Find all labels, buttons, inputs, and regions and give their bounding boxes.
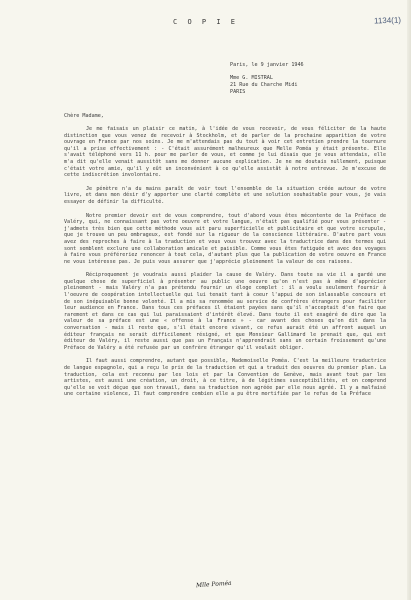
body-paragraph: Je me faisais un plaisir ce matin, à l'idée de vous recevoir, de vous féliciter de la haute distinction que vous venez de recevoir à Stockholm, et de parler de la prochaine apparition de votre ouvrage en France par nos soins. Je me m'attendais pas du tout à voir cet entretien prendre la tournure qu'il a prise effectivement : - C'était assurément malheureux que Melle Poméa y était présente. Elle s'avait téléphoné vers 11 h. pour me parler de vous, et comme je lui disais que je vous attendais, elle m'a dit qu'elle venait aussitôt sans me donner aucune explication. Je ne me doutais nullement, puisque c'était votre amie, qu'il y eût un inconvénient à ce qu'elle assistât à notre entrevue. Je m'excuse de cette indiscrétion involontaire. xyxy=(64,126,386,179)
place-and-date: Paris, le 9 janvier 1946 xyxy=(230,62,304,68)
archive-reference-stamp: 1134(1) xyxy=(373,15,402,26)
salutation: Chère Madame, xyxy=(64,113,104,119)
letter-body xyxy=(64,126,386,405)
body-paragraph: Il faut aussi comprendre, autant que possible, Mademoiselle Poméa. C'est la meilleure traductrice de langue espagnole, qui a reçu le prix de la traduction et qui a traduit des oeuvres du premier plan. La traduction, cela est reconnu par les lois et par la Convention de Genève, mais avant tout par les artistes, est aussi une création, un droit, à ce titre, à de légitimes susceptibilités, et on comprend qu'elle se voit déçue que son travail, dans sa traduction non agréée par elle nous agréé. Il y a malfaisé une certaine violence, Il faut comprendre combien elle a pu être mortifiée par le refus de la Préface xyxy=(64,358,386,398)
body-paragraph: Notre premier devoir est de vous comprendre, tout d'abord vous êtes mécontente de la Préface de Valéry, qui, ne connaissant pas votre oeuvre et votre langue, n'était pas qualifié pour vous présenter - j'admets très bien que cette méthode vous ait paru superficielle et publicitaire et que votre scrupule, que je trouve un peu ombrageux, est fondé sur la rigueur de la conscience littéraire. D'autre part vous avez des reproches à faire à la traduction et vous vous trouvez avec la traductrice dans des termes qui sont semblent exclure une collaboration amicale et paisible. Comme vous êtes fatiguée et avec des voyages à faire vous préféreriez renoncer à tout cela, d'autant plus que la publication de votre oeuvre en France ne vous intéresse pas. Je puis vous assurer que j'apprécie pleinement la valeur de ces raisons. xyxy=(64,212,386,265)
paper-edge-shadow xyxy=(407,0,411,600)
recipient-address: 21 Rue du Charche Midi xyxy=(230,82,298,88)
recipient-city: PARIS xyxy=(230,89,246,95)
handwritten-annotation: Mlle Poméa xyxy=(195,579,232,590)
body-paragraph: Réciproquement je voudrais aussi plaider la cause de Valéry. Dans toute sa vie il a gardé une quelque chose de superficiel à présenter au public une oeuvre qu'on n'est pas à même d'apprécier pleinement - mais Valéry n'a pas prétendu fournir un éloge complet : il a voulu seulement fournir à l'oeuvre de coopération intellectuelle qui lui tenait tant à coeur l'appui de son inlassable concours et de son inépuisable bonne volonté. Il a mis sa renommée au service de confrères étrangers pour faciliter leur audience en France. Dans tous ces préfaces il étaient payées sans qu'il n'acceptait d'en faire que rarement et dans ce cas qui lui paraissaient d'intérêt élevé. Dans toute il est exagéré de dire que la valeur de sa préface est une « offense à la France » - car avant des choses qu'on dit dans la conversation - mais il reste que, s'il était encore vivant, ce refus aurait été un affront auquel un éditeur français ne serait difficilement résigné, et que Monsieur Gallimard le prenait que, qui est éditeur de Valéry, il reste aussi que pas un Français n'apprendrait sans un certain froissement qu'une Préface de Valéry a été refusée par un confrère étranger qu'il voulait obliger. xyxy=(64,272,386,351)
recipient-name: Mme G. MISTRAL xyxy=(230,75,273,81)
document-header-title: C O P I E xyxy=(173,18,238,26)
recipient-block xyxy=(230,75,297,96)
body-paragraph: Je pénètre n'a du mains paraît de voir tout l'ensemble de la situation créée autour de votre livre, et dans mon désir d'y apporter une clarté complète et une solution souhaitable pour vous, je vais essayer de définir la difficulté. xyxy=(64,185,386,205)
